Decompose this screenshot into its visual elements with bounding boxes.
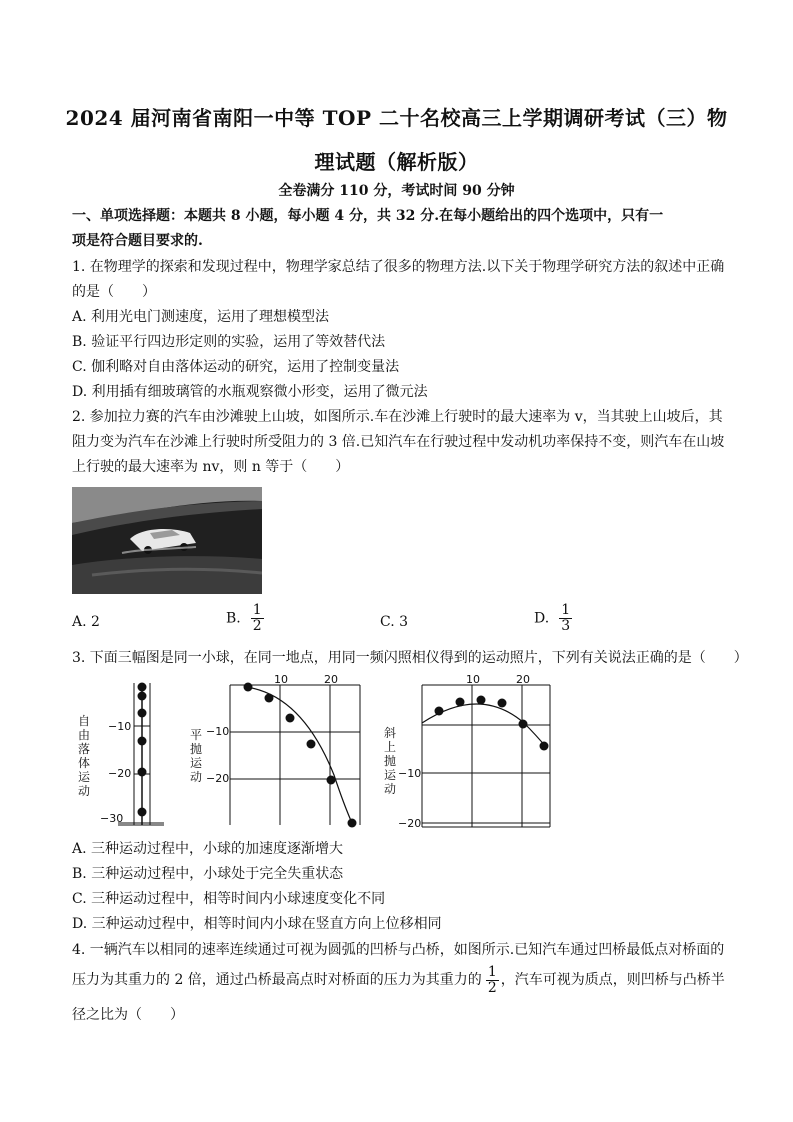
fig2-ytick-20: −20 <box>206 772 230 785</box>
q2-option-a: A. 2 <box>72 614 100 630</box>
q2-option-d-numerator: 1 <box>561 602 571 618</box>
q4-stem-line3: 径之比为（ ） <box>72 1007 184 1023</box>
q3-figures <box>72 675 562 833</box>
fig2-label <box>190 728 203 784</box>
q1-option-b: B. 验证平行四边形定则的实验，运用了等效替代法 <box>72 334 386 350</box>
q2-option-d-fraction <box>559 603 572 634</box>
exam-subtitle: 全卷满分 110 分，考试时间 90 分钟 <box>278 183 515 199</box>
fig1-ball <box>138 737 147 746</box>
fig3-ball <box>435 707 444 716</box>
figure-label-char: 动 <box>190 770 203 784</box>
fig2-ball <box>265 694 274 703</box>
section-heading-line1: 一、单项选择题：本题共 8 小题，每小题 4 分，共 32 分.在每小题给出的四个选项中，只有一 <box>72 208 664 224</box>
fig1-ball <box>138 709 147 718</box>
fig1-tick-10: −10 <box>108 720 132 733</box>
fig3-grid <box>422 685 550 827</box>
q3-figures-svg <box>72 675 562 833</box>
fig3-label <box>384 725 397 796</box>
rally-car-photo <box>72 487 262 594</box>
fig3-ball <box>477 696 486 705</box>
q2-option-d-denominator: 3 <box>561 618 571 634</box>
fig1-tick-30: −30 <box>100 812 124 825</box>
q1-stem-line1: 1. 在物理学的探索和发现过程中，物理学家总结了很多的物理方法.以下关于物理学研究方法的叙述中正确 <box>72 259 725 275</box>
fig3-ball <box>498 699 507 708</box>
q2-stem-line1: 2. 参加拉力赛的汽车由沙滩驶上山坡，如图所示.车在沙滩上行驶时的最大速率为 v，当其驶上山坡后，其 <box>72 409 723 425</box>
q1-option-c: C. 伽利略对自由落体运动的研究，运用了控制变量法 <box>72 359 400 375</box>
fig1-label <box>78 714 91 798</box>
q4-stem-line2-part2: ，汽车可视为质点，则凹桥与凸桥半 <box>500 972 725 988</box>
q2-option-b-letter: B. <box>226 610 241 627</box>
figure-label-char: 上 <box>384 740 397 754</box>
section-heading-line2: 项是符合题目要求的. <box>72 233 203 249</box>
figure-label-char: 运 <box>78 770 91 784</box>
q1-option-d: D. 利用插有细玻璃管的水瓶观察微小形变，运用了微元法 <box>72 384 428 400</box>
fig3-xtick-20: 20 <box>516 675 530 686</box>
fig3-ball <box>540 742 549 751</box>
fig1-ball <box>138 692 147 701</box>
q2-stem-line3: 上行驶的最大速率为 nv，则 n 等于（ ） <box>72 459 350 475</box>
q2-option-c: C. 3 <box>380 614 409 630</box>
figure-label-char: 动 <box>384 782 397 796</box>
figure-label-char: 体 <box>78 756 91 770</box>
fig3-xtick-10: 10 <box>466 675 480 686</box>
figure-label-char: 平 <box>190 728 203 742</box>
q4-stem-line1: 4. 一辆汽车以相同的速率连续通过可视为圆弧的凹桥与凸桥，如图所示.已知汽车通过凹桥最低点对桥面的 <box>72 942 725 958</box>
fig2-xtick-20: 20 <box>324 675 338 686</box>
fig1-ball <box>138 683 147 692</box>
q2-option-d <box>534 603 572 634</box>
q3-option-d: D. 三种运动过程中，相等时间内小球在竖直方向上位移相同 <box>72 916 442 932</box>
fig3-ytick-10: −10 <box>398 767 422 780</box>
fig2-ytick-10: −10 <box>206 725 230 738</box>
fig2-ball <box>327 776 336 785</box>
fig3-ytick-20: −20 <box>398 817 422 830</box>
fig2-ball <box>348 819 357 828</box>
fig1-ball <box>138 768 147 777</box>
figure-label-char: 落 <box>78 742 91 756</box>
q1-option-a: A. 利用光电门测速度，运用了理想模型法 <box>72 309 330 325</box>
figure-label-char: 运 <box>190 756 203 770</box>
q1-stem-line2: 的是（ ） <box>72 284 156 300</box>
q2-option-b-numerator: 1 <box>252 602 262 618</box>
fig3-balls <box>435 696 549 751</box>
fig2-ball <box>244 683 253 692</box>
figure-label-char: 由 <box>78 728 91 742</box>
q2-option-d-letter: D. <box>534 610 550 627</box>
q4-fraction-denominator: 2 <box>487 979 497 996</box>
q2-option-b-fraction <box>251 603 264 634</box>
exam-title-line2: 理试题（解析版） <box>314 150 479 174</box>
fig3-ball <box>519 720 528 729</box>
q3-option-a: A. 三种运动过程中，小球的加速度逐渐增大 <box>72 841 344 857</box>
figure-label-char: 自 <box>78 714 91 728</box>
fig2-grid <box>230 685 360 825</box>
fig1-tick-20: −20 <box>108 767 132 780</box>
fig1-grid <box>118 683 164 825</box>
fig3-ball <box>456 698 465 707</box>
fig2-ball <box>286 714 295 723</box>
figure-label-char: 动 <box>78 784 91 798</box>
fig2-xtick-10: 10 <box>274 675 288 686</box>
figure-label-char: 抛 <box>384 754 397 768</box>
q2-option-b <box>226 603 264 634</box>
q2-option-b-denominator: 2 <box>252 618 262 634</box>
q3-stem: 3. 下面三幅图是同一小球，在同一地点，用同一频闪照相仪得到的运动照片，下列有关说法正确的是（ ） <box>72 650 748 666</box>
q4-stem-line2-part1: 压力为其重力的 2 倍，通过凸桥最高点时对桥面的压力为其重力的 <box>72 972 482 988</box>
q4-fraction <box>486 965 499 996</box>
fig2-trajectory <box>246 687 352 823</box>
figure-label-char: 运 <box>384 768 397 782</box>
q2-stem-line2: 阻力变为汽车在沙滩上行驶时所受阻力的 3 倍.已知汽车在行驶过程中发动机功率保持不变，则汽车在山坡 <box>72 434 725 450</box>
q4-stem-line2 <box>72 962 732 998</box>
figure-label-char: 抛 <box>190 742 203 756</box>
q4-fraction-numerator: 1 <box>487 963 497 980</box>
q3-option-b: B. 三种运动过程中，小球处于完全失重状态 <box>72 866 344 882</box>
fig2-ball <box>307 740 316 749</box>
figure-label-char: 斜 <box>384 726 397 740</box>
fig1-ball <box>138 808 147 817</box>
fig2-balls <box>244 683 357 828</box>
q3-option-c: C. 三种运动过程中，相等时间内小球速度变化不同 <box>72 891 386 907</box>
exam-title-line1: 2024 届河南省南阳一中等 TOP 二十名校高三上学期调研考试（三）物 <box>65 106 728 130</box>
